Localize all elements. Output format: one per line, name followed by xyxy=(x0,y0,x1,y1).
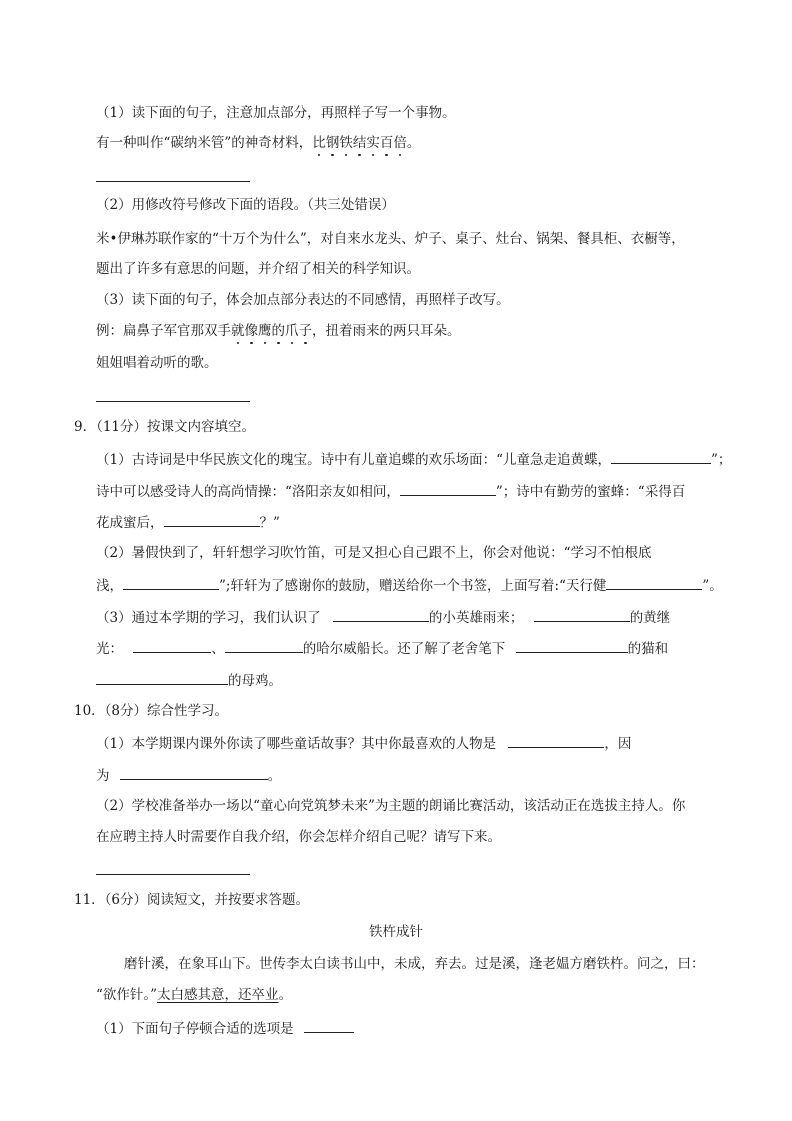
q9-line6-end: 的黄继 xyxy=(629,610,671,626)
q8-part3-dotted-0: 就 xyxy=(231,323,245,339)
q9-line1-end: ”； xyxy=(711,452,732,468)
q10-heading: 10．（8分）综合性学习。 xyxy=(74,703,229,719)
q8-part3-dotted-2: 鹰 xyxy=(258,323,272,339)
q8-part1-answer-blank[interactable] xyxy=(96,181,250,182)
q9-line3-end: ？” xyxy=(259,515,280,531)
q9-line5-end: ”。 xyxy=(702,578,723,594)
q8-part2-prompt: （2）用修改符号修改下面的语段。（共三处错误） xyxy=(96,197,395,213)
q8-part3-dotted-5: 子 xyxy=(298,323,312,339)
q9-line3-text: 花成蜜后， xyxy=(96,515,164,531)
q9-line6 xyxy=(96,607,670,627)
q9-line5-mid: ”;轩轩为了感谢你的鼓励，赠送给你一个书签，上面写着:“天行健 xyxy=(219,578,607,594)
q8-part1-dotted-3: 结 xyxy=(352,135,367,151)
q9-blank-10[interactable] xyxy=(516,638,628,653)
q9-blank-2[interactable] xyxy=(400,481,496,496)
q9-line1 xyxy=(96,449,731,469)
q11-sub1-prompt: （1）下面句子停顿合适的选项是 xyxy=(96,1021,294,1037)
q10-line1 xyxy=(96,733,631,753)
q8-part3-task: 姐姐唱着动听的歌。 xyxy=(96,355,218,371)
q9-line3 xyxy=(96,512,280,532)
q10-answer-blank[interactable] xyxy=(96,874,250,875)
q11-passage-line2-pre: “欲作针。” xyxy=(96,987,158,1003)
q10-line2-text: 为 xyxy=(96,768,110,784)
q9-blank-6[interactable] xyxy=(333,607,429,622)
q8-part1-dotted-5: 百 xyxy=(379,135,394,151)
q8-part1-sentence-post: 。 xyxy=(406,135,421,151)
q8-part2-paragraph-line1: 米•伊琳苏联作家的“十万个为什么”，对自来水龙头、炉子、桌子、灶台、锅架、餐具柜、衣橱等， xyxy=(96,231,685,247)
q9-blank-3[interactable] xyxy=(164,512,260,527)
q9-line5 xyxy=(96,575,723,595)
q11-passage-line1: 磨针溪，在象耳山下。世传李太白读书山中，未成，弃去。过是溪，逢老媪方磨铁杵。问之，曰： xyxy=(124,956,705,972)
q11-passage-title: 铁杵成针 xyxy=(369,924,423,940)
q8-part1-sentence-pre: 有一种叫作“碳纳米管”的神奇材料， xyxy=(96,135,313,151)
q9-line2 xyxy=(96,481,685,501)
q10-line1-text: （1）本学期课内课外你读了哪些童话故事？其中你最喜欢的人物是 xyxy=(96,736,497,752)
q9-line7-mid: 的哈尔威船长。还了解了老舍笔下 xyxy=(302,641,506,657)
q9-line7-text: 光： xyxy=(96,641,123,657)
q9-line6-text: （3）通过本学期的学习，我们认识了 xyxy=(96,610,321,626)
q8-part3-answer-blank[interactable] xyxy=(96,401,250,402)
q9-line7 xyxy=(96,638,668,658)
q9-blank-9[interactable] xyxy=(225,638,303,653)
q11-passage-line2-post: 。 xyxy=(278,987,293,1003)
q8-part3-prompt: （3）读下面的句子，体会加点部分表达的不同感情，再照样子改写。 xyxy=(96,292,510,308)
q9-line1-text: （1）古诗词是中华民族文化的瑰宝。诗中有儿童追蝶的欢乐场面：“儿童急走追黄蝶， xyxy=(96,452,611,468)
q9-blank-5[interactable] xyxy=(606,575,702,590)
q9-line2-end: ”；诗中有勤劳的蜜蜂：“采得百 xyxy=(495,484,686,500)
q10-blank-2[interactable] xyxy=(120,765,268,780)
q9-blank-8[interactable] xyxy=(133,638,211,653)
q11-sub1-blank[interactable] xyxy=(304,1018,354,1033)
q9-line7-sep: 、 xyxy=(211,641,225,657)
q9-line4: （2）暑假快到了，轩轩想学习吹竹笛，可是又担心自己跟不上，你会对他说：“学习不怕根底 xyxy=(96,545,652,561)
q10-line2 xyxy=(96,765,281,785)
q10-line4: 在应聘主持人时需要作自我介绍，你会怎样介绍自己呢？请写下来。 xyxy=(96,829,501,845)
q9-heading: 9．（11分）按课文内容填空。 xyxy=(74,419,256,435)
q8-part3-dotted-1: 像 xyxy=(244,323,258,339)
q8-part3-example xyxy=(96,322,461,340)
q8-part1-dotted-6: 倍 xyxy=(393,135,407,151)
q8-part2-paragraph-line2: 题出了许多有意思的问题，并介绍了相关的科学知识。 xyxy=(96,261,420,277)
q11-passage-line2 xyxy=(96,986,292,1004)
q9-blank-1[interactable] xyxy=(611,449,711,464)
q11-sub1 xyxy=(96,1018,354,1038)
q9-line7-end: 的猫和 xyxy=(627,641,669,657)
q8-part3-example-pre: 例：扁鼻子军官那双手 xyxy=(96,323,231,339)
q11-underlined-sentence: 太白感其意，还卒业 xyxy=(157,987,279,1003)
q8-part3-example-post: ，扭着雨来的两只耳朵。 xyxy=(312,323,461,339)
q10-blank-1[interactable] xyxy=(508,733,604,748)
q10-line3: （2）学校准备举办一场以“童心向党筑梦未来”为主题的朗诵比赛活动，该活动正在选拔主持人。你 xyxy=(96,798,686,814)
q9-blank-11[interactable] xyxy=(96,670,228,685)
q9-line8 xyxy=(96,670,282,690)
q9-blank-7[interactable] xyxy=(534,607,630,622)
q10-line2-end: 。 xyxy=(267,768,282,784)
q8-part3-dotted-3: 的 xyxy=(271,323,285,339)
q8-part1-dotted-0: 比 xyxy=(312,135,326,151)
q8-part3-dotted-4: 爪 xyxy=(285,323,299,339)
q10-line1-end: ，因 xyxy=(604,736,632,752)
q8-part1-prompt: （1）读下面的句子，注意加点部分，再照样子写一个事物。 xyxy=(96,105,456,121)
q11-heading: 11．（6分）阅读短文，并按要求答题。 xyxy=(74,892,310,908)
q9-line5-text: 浅， xyxy=(96,578,123,594)
q8-part1-dotted-1: 钢 xyxy=(325,135,340,151)
q9-line2-text: 诗中可以感受诗人的高尚情操：“洛阳亲友如相问， xyxy=(96,484,400,500)
q9-line8-text: 的母鸡。 xyxy=(228,673,282,689)
q8-part1-dotted-2: 铁 xyxy=(339,135,353,151)
q8-part1-dotted-4: 实 xyxy=(366,135,380,151)
q9-line6-mid: 的小英雄雨来； xyxy=(428,610,524,626)
q8-part1-sentence xyxy=(96,134,420,152)
q9-blank-4[interactable] xyxy=(123,575,219,590)
